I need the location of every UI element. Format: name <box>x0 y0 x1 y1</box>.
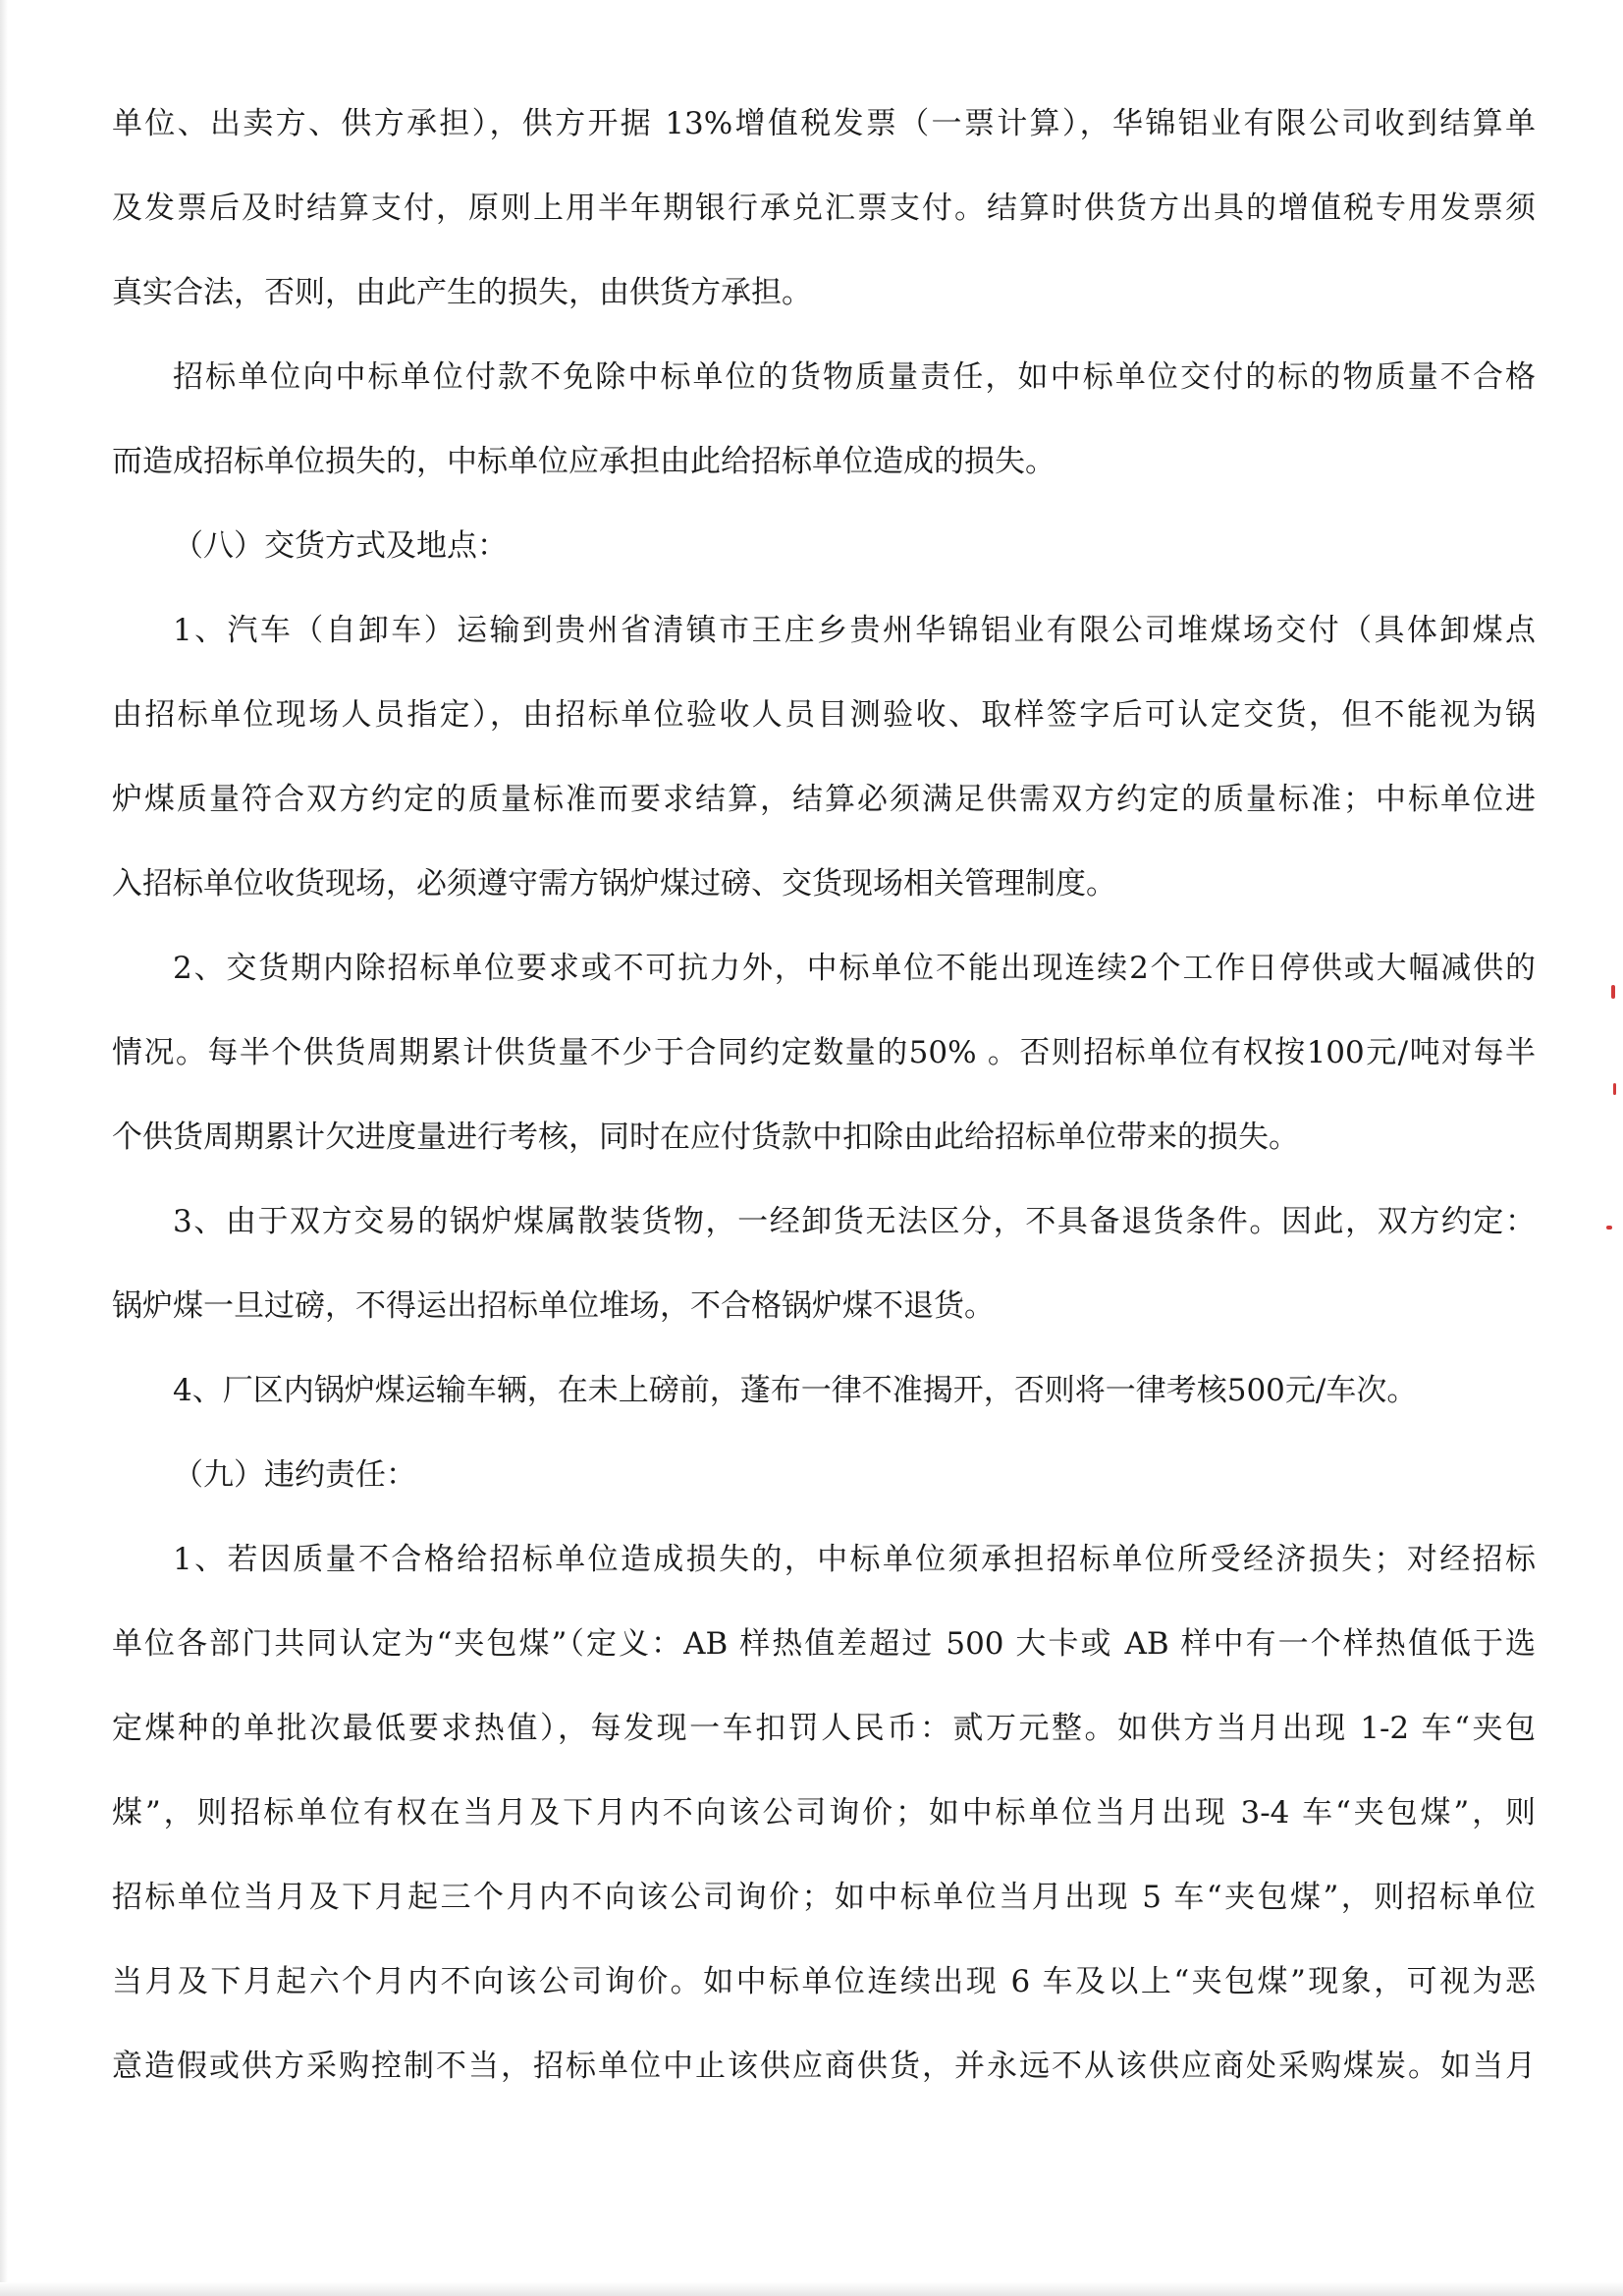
scan-edge-bottom <box>0 2282 1623 2296</box>
text-line: 锅炉煤一旦过磅，不得运出招标单位堆场，不合格锅炉煤不退货。 <box>112 1288 995 1324</box>
red-margin-mark <box>1606 1226 1612 1230</box>
text-line: 炉煤质量符合双方约定的质量标准而要求结算，结算必须满足供需双方约定的质量标准；中标单位进 <box>112 782 1536 817</box>
text-line: 单位各部门共同认定为“夹包煤”（定义：AB 样热值差超过 500 大卡或 AB 样中有一个样热值低于选 <box>112 1626 1536 1662</box>
text-line: 定煤种的单批次最低要求热值），每发现一车扣罚人民币：贰万元整。如供方当月出现 1-2 车“夹包 <box>112 1711 1536 1746</box>
text-line: 而造成招标单位损失的，中标单位应承担由此给招标单位造成的损失。 <box>112 444 1055 479</box>
text-line: 入招标单位收货现场，必须遵守需方锅炉煤过磅、交货现场相关管理制度。 <box>112 866 1116 902</box>
text-line: 真实合法，否则，由此产生的损失，由供货方承担。 <box>112 275 812 310</box>
text-line: 意造假或供方采购控制不当，招标单位中止该供应商供货，并永远不从该供应商处采购煤炭。如当月 <box>112 2049 1536 2084</box>
text-line: 招标单位当月及下月起三个月内不向该公司询价；如中标单位当月出现 5 车“夹包煤”，则招标单位 <box>112 1880 1536 1915</box>
scan-edge-left <box>0 0 8 2296</box>
text-line: 情况。每半个供货周期累计供货量不少于合同约定数量的50% 。否则招标单位有权按100元/吨对每半 <box>112 1035 1536 1070</box>
text-line: 个供货周期累计欠进度量进行考核，同时在应付货款中扣除由此给招标单位带来的损失。 <box>112 1120 1299 1155</box>
text-line: 2、交货期内除招标单位要求或不可抗力外，中标单位不能出现连续2个工作日停供或大幅减供的 <box>173 951 1536 986</box>
text-line: 煤”，则招标单位有权在当月及下月内不向该公司询价；如中标单位当月出现 3-4 车“夹包煤”，则 <box>112 1795 1536 1831</box>
text-line: 由招标单位现场人员指定），由招标单位验收人员目测验收、取样签字后可认定交货，但不能视为锅 <box>112 697 1536 733</box>
text-line: 4、厂区内锅炉煤运输车辆，在未上磅前，蓬布一律不准揭开，否则将一律考核500元/车次。 <box>173 1373 1418 1408</box>
text-line: 3、由于双方交易的锅炉煤属散装货物，一经卸货无法区分，不具备退货条件。因此，双方约定： <box>173 1204 1536 1239</box>
text-line: 单位、出卖方、供方承担），供方开据 13%增值税发票（一票计算），华锦铝业有限公司收到结算单 <box>112 106 1536 141</box>
red-margin-mark <box>1613 1083 1616 1095</box>
red-margin-mark <box>1611 985 1615 999</box>
text-line: 当月及下月起六个月内不向该公司询价。如中标单位连续出现 6 车及以上“夹包煤”现象，可视为恶 <box>112 1964 1536 1999</box>
text-line: 1、汽车（自卸车）运输到贵州省清镇市王庄乡贵州华锦铝业有限公司堆煤场交付（具体卸煤点 <box>173 613 1536 648</box>
text-line: 1、若因质量不合格给招标单位造成损失的，中标单位须承担招标单位所受经济损失；对经招标 <box>173 1542 1536 1577</box>
text-line: 招标单位向中标单位付款不免除中标单位的货物质量责任，如中标单位交付的标的物质量不合格 <box>173 359 1536 395</box>
text-line: 及发票后及时结算支付，原则上用半年期银行承兑汇票支付。结算时供货方出具的增值税专用发票须 <box>112 191 1536 226</box>
section-heading: （八）交货方式及地点： <box>173 528 508 564</box>
section-heading: （九）违约责任： <box>173 1457 416 1493</box>
